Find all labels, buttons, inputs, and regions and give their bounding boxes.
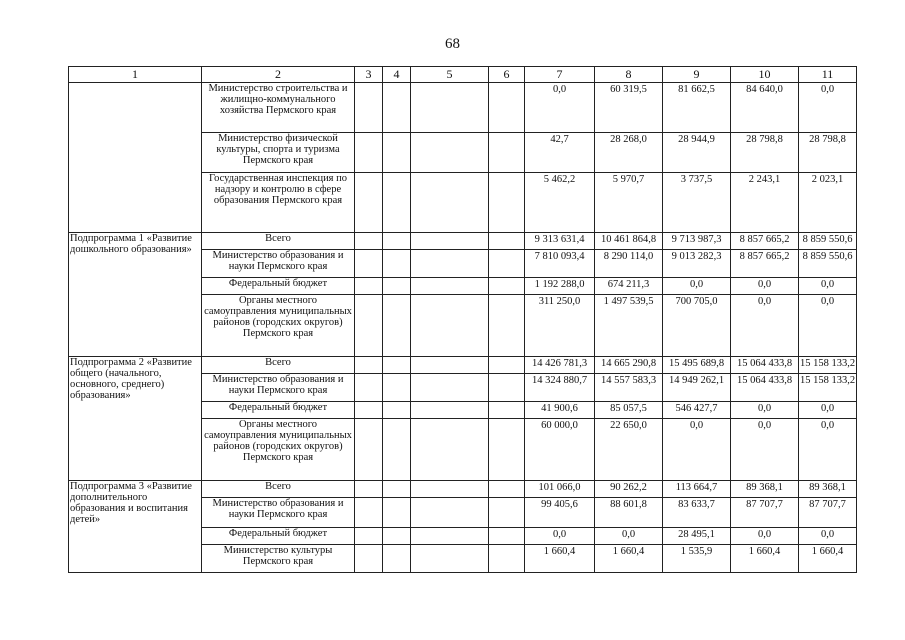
empty-cell: [411, 278, 489, 295]
value-cell: 81 662,5: [663, 83, 731, 133]
value-cell: 101 066,0: [525, 481, 595, 498]
value-cell: 9 313 631,4: [525, 233, 595, 250]
value-cell: 0,0: [731, 402, 799, 419]
value-cell: 10 461 864,8: [595, 233, 663, 250]
value-cell: 546 427,7: [663, 402, 731, 419]
value-cell: 14 426 781,3: [525, 357, 595, 374]
funding-source-cell: Всего: [202, 233, 355, 250]
empty-cell: [383, 498, 411, 528]
value-cell: 0,0: [731, 295, 799, 357]
empty-cell: [411, 498, 489, 528]
value-cell: 0,0: [799, 295, 857, 357]
empty-cell: [383, 173, 411, 233]
value-cell: 60 000,0: [525, 419, 595, 481]
empty-cell: [383, 357, 411, 374]
table-row: [69, 83, 857, 133]
funding-source-cell: Министерство образования и науки Пермского края: [202, 250, 355, 278]
empty-cell: [489, 545, 525, 573]
empty-cell: [411, 402, 489, 419]
table-row: [69, 481, 857, 498]
page-number: 68: [445, 36, 460, 52]
empty-cell: [383, 295, 411, 357]
empty-cell: [489, 133, 525, 173]
funding-source-cell: Органы местного самоуправления муниципальных районов (городских округов) Пермского края: [202, 295, 355, 357]
value-cell: 2 243,1: [731, 173, 799, 233]
empty-cell: [383, 250, 411, 278]
empty-cell: [411, 250, 489, 278]
empty-cell: [489, 233, 525, 250]
value-cell: 0,0: [799, 419, 857, 481]
empty-cell: [411, 133, 489, 173]
program-cell: Подпрограмма 1 «Развитие дошкольного образования»: [69, 233, 202, 357]
value-cell: 311 250,0: [525, 295, 595, 357]
empty-cell: [411, 374, 489, 402]
value-cell: 28 268,0: [595, 133, 663, 173]
value-cell: 14 665 290,8: [595, 357, 663, 374]
value-cell: 15 495 689,8: [663, 357, 731, 374]
column-header: 6: [489, 67, 525, 83]
value-cell: 0,0: [595, 528, 663, 545]
empty-cell: [355, 528, 383, 545]
value-cell: 1 660,4: [525, 545, 595, 573]
empty-cell: [355, 402, 383, 419]
value-cell: 28 798,8: [731, 133, 799, 173]
value-cell: 0,0: [731, 278, 799, 295]
empty-cell: [383, 278, 411, 295]
table-row: [69, 233, 857, 250]
value-cell: 0,0: [799, 278, 857, 295]
empty-cell: [355, 250, 383, 278]
table-row: [69, 357, 857, 374]
empty-cell: [383, 233, 411, 250]
funding-source-cell: Министерство образования и науки Пермского края: [202, 374, 355, 402]
empty-cell: [411, 419, 489, 481]
value-cell: 87 707,7: [731, 498, 799, 528]
value-cell: 22 650,0: [595, 419, 663, 481]
empty-cell: [411, 528, 489, 545]
value-cell: 0,0: [663, 419, 731, 481]
value-cell: 8 857 665,2: [731, 250, 799, 278]
empty-cell: [355, 133, 383, 173]
funding-source-cell: Всего: [202, 357, 355, 374]
value-cell: 2 023,1: [799, 173, 857, 233]
empty-cell: [411, 83, 489, 133]
value-cell: 9 013 282,3: [663, 250, 731, 278]
value-cell: 15 064 433,8: [731, 374, 799, 402]
empty-cell: [489, 498, 525, 528]
value-cell: 42,7: [525, 133, 595, 173]
empty-cell: [411, 357, 489, 374]
funding-source-cell: Государственная инспекция по надзору и контролю в сфере образования Пермского края: [202, 173, 355, 233]
value-cell: 28 495,1: [663, 528, 731, 545]
value-cell: 28 944,9: [663, 133, 731, 173]
program-cell: [69, 83, 202, 233]
value-cell: 0,0: [799, 402, 857, 419]
empty-cell: [411, 233, 489, 250]
funding-source-cell: Федеральный бюджет: [202, 528, 355, 545]
column-header: 10: [731, 67, 799, 83]
value-cell: 15 064 433,8: [731, 357, 799, 374]
empty-cell: [411, 295, 489, 357]
value-cell: 0,0: [731, 528, 799, 545]
funding-source-cell: Всего: [202, 481, 355, 498]
empty-cell: [489, 295, 525, 357]
funding-source-cell: Министерство культуры Пермского края: [202, 545, 355, 573]
column-header: 7: [525, 67, 595, 83]
funding-source-cell: Органы местного самоуправления муниципальных районов (городских округов) Пермского края: [202, 419, 355, 481]
empty-cell: [383, 545, 411, 573]
empty-cell: [355, 419, 383, 481]
column-header: 1: [69, 67, 202, 83]
value-cell: 1 497 539,5: [595, 295, 663, 357]
empty-cell: [355, 374, 383, 402]
value-cell: 85 057,5: [595, 402, 663, 419]
column-header: 8: [595, 67, 663, 83]
value-cell: 89 368,1: [731, 481, 799, 498]
program-cell: Подпрограмма 3 «Развитие дополнительного образования и воспитания детей»: [69, 481, 202, 573]
value-cell: 90 262,2: [595, 481, 663, 498]
value-cell: 1 660,4: [799, 545, 857, 573]
empty-cell: [489, 374, 525, 402]
column-header: 4: [383, 67, 411, 83]
column-header: 5: [411, 67, 489, 83]
value-cell: 0,0: [663, 278, 731, 295]
value-cell: 1 660,4: [731, 545, 799, 573]
empty-cell: [411, 545, 489, 573]
empty-cell: [489, 250, 525, 278]
value-cell: 3 737,5: [663, 173, 731, 233]
value-cell: 28 798,8: [799, 133, 857, 173]
value-cell: 700 705,0: [663, 295, 731, 357]
value-cell: 60 319,5: [595, 83, 663, 133]
header-row: [69, 67, 857, 83]
empty-cell: [489, 83, 525, 133]
empty-cell: [489, 419, 525, 481]
empty-cell: [489, 357, 525, 374]
column-header: 2: [202, 67, 355, 83]
empty-cell: [355, 545, 383, 573]
funding-source-cell: Федеральный бюджет: [202, 402, 355, 419]
empty-cell: [355, 233, 383, 250]
empty-cell: [355, 295, 383, 357]
value-cell: 87 707,7: [799, 498, 857, 528]
value-cell: 88 601,8: [595, 498, 663, 528]
value-cell: 15 158 133,2: [799, 357, 857, 374]
empty-cell: [383, 419, 411, 481]
value-cell: 8 859 550,6: [799, 233, 857, 250]
value-cell: 99 405,6: [525, 498, 595, 528]
value-cell: 7 810 093,4: [525, 250, 595, 278]
empty-cell: [355, 481, 383, 498]
value-cell: 5 970,7: [595, 173, 663, 233]
empty-cell: [355, 357, 383, 374]
value-cell: 0,0: [525, 528, 595, 545]
empty-cell: [383, 528, 411, 545]
value-cell: 84 640,0: [731, 83, 799, 133]
value-cell: 14 324 880,7: [525, 374, 595, 402]
empty-cell: [383, 402, 411, 419]
empty-cell: [489, 278, 525, 295]
empty-cell: [355, 278, 383, 295]
empty-cell: [489, 528, 525, 545]
value-cell: 9 713 987,3: [663, 233, 731, 250]
empty-cell: [355, 173, 383, 233]
value-cell: 5 462,2: [525, 173, 595, 233]
funding-source-cell: Министерство физической культуры, спорта и туризма Пермского края: [202, 133, 355, 173]
value-cell: 0,0: [799, 83, 857, 133]
value-cell: 0,0: [799, 528, 857, 545]
column-header: 11: [799, 67, 857, 83]
value-cell: 1 660,4: [595, 545, 663, 573]
empty-cell: [383, 374, 411, 402]
column-header: 3: [355, 67, 383, 83]
funding-source-cell: Федеральный бюджет: [202, 278, 355, 295]
value-cell: 1 535,9: [663, 545, 731, 573]
budget-table: [68, 66, 857, 573]
empty-cell: [355, 83, 383, 133]
funding-source-cell: Министерство образования и науки Пермского края: [202, 498, 355, 528]
value-cell: 14 949 262,1: [663, 374, 731, 402]
empty-cell: [383, 133, 411, 173]
funding-source-cell: Министерство строительства и жилищно-коммунального хозяйства Пермского края: [202, 83, 355, 133]
empty-cell: [489, 481, 525, 498]
empty-cell: [489, 402, 525, 419]
value-cell: 8 857 665,2: [731, 233, 799, 250]
value-cell: 113 664,7: [663, 481, 731, 498]
value-cell: 41 900,6: [525, 402, 595, 419]
program-cell: Подпрограмма 2 «Развитие общего (начального, основного, среднего) образования»: [69, 357, 202, 481]
empty-cell: [489, 173, 525, 233]
value-cell: 674 211,3: [595, 278, 663, 295]
value-cell: 0,0: [731, 419, 799, 481]
value-cell: 89 368,1: [799, 481, 857, 498]
empty-cell: [411, 173, 489, 233]
value-cell: 0,0: [525, 83, 595, 133]
value-cell: 15 158 133,2: [799, 374, 857, 402]
value-cell: 8 859 550,6: [799, 250, 857, 278]
value-cell: 14 557 583,3: [595, 374, 663, 402]
empty-cell: [411, 481, 489, 498]
value-cell: 8 290 114,0: [595, 250, 663, 278]
empty-cell: [383, 481, 411, 498]
column-header: 9: [663, 67, 731, 83]
value-cell: 1 192 288,0: [525, 278, 595, 295]
value-cell: 83 633,7: [663, 498, 731, 528]
empty-cell: [355, 498, 383, 528]
empty-cell: [383, 83, 411, 133]
